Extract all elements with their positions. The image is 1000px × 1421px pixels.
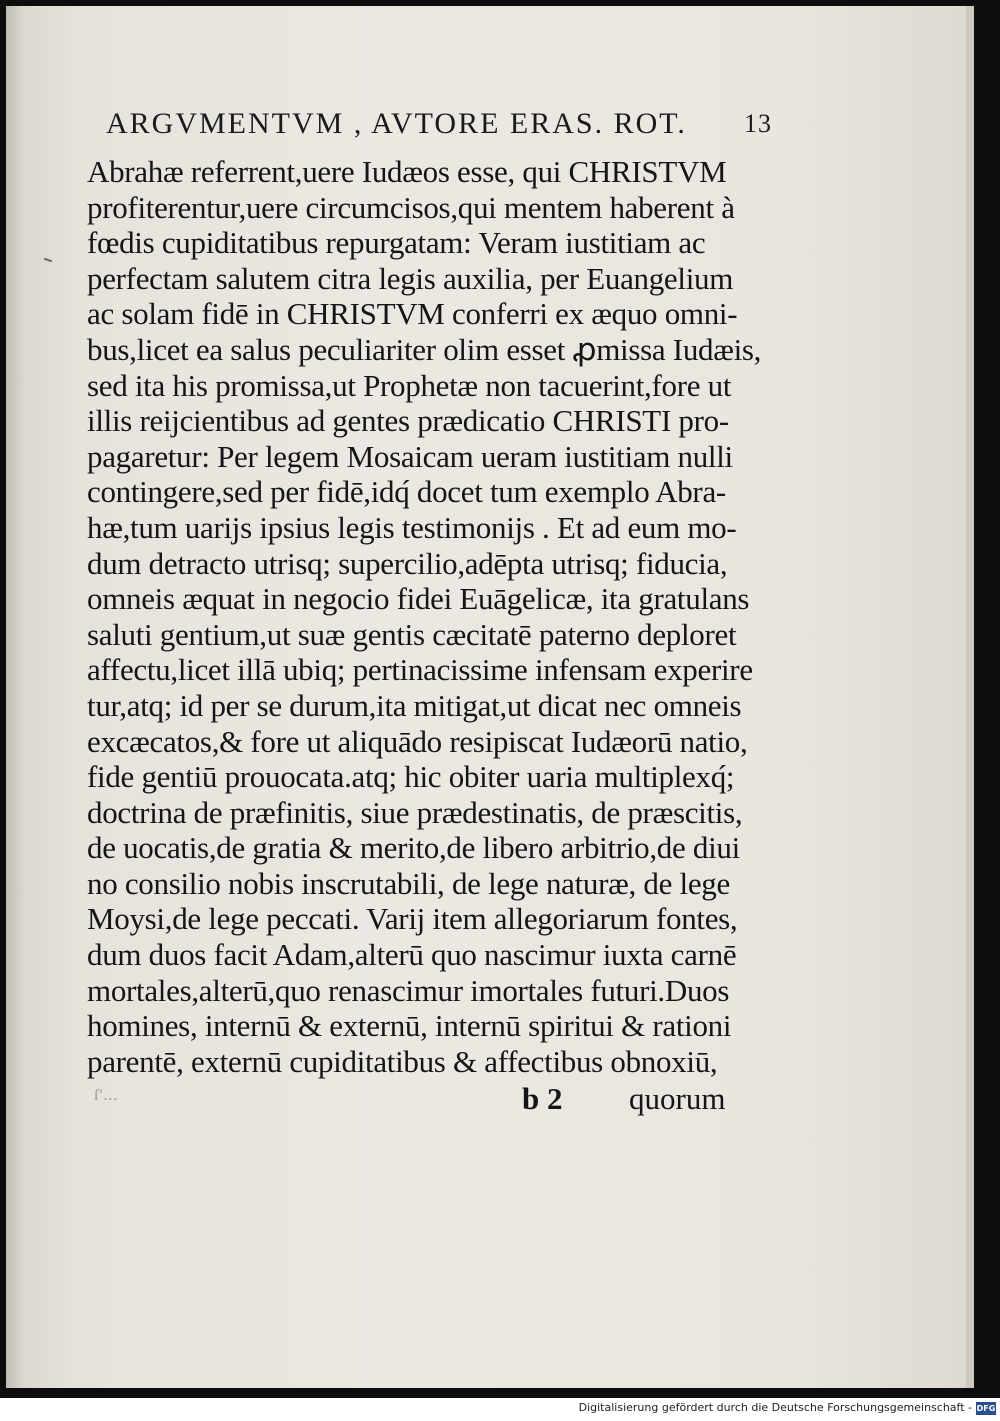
- text-line: fœdis cupiditatibus repurgatam: Veram iustitiam ac: [87, 225, 706, 261]
- funding-credit: Digitalisierung gefördert durch die Deutsche Forschungsgemeinschaft -: [578, 1401, 972, 1414]
- text-line: excæcatos,& fore ut aliquādo resipiscat Iudæorū natio,: [87, 723, 748, 759]
- text-line: no consilio nobis inscrutabili, de lege naturæ, de lege: [87, 865, 730, 901]
- text-line: dum duos facit Adam,alterū quo nascimur iuxta carnē: [87, 937, 737, 973]
- text-line: profiterentur,uere circumcisos,qui mentem haberent à: [87, 189, 735, 225]
- text-line: affectu,licet illā ubiq; pertinacissime infensam experire: [87, 652, 753, 688]
- text-line: pagaretur: Per legem Mosaicam ueram iustitiam nulli: [87, 438, 733, 474]
- text-line: saluti gentium,ut suæ gentis cæcitatē paterno deploret: [87, 616, 737, 652]
- text-line: parentē, externū cupiditatibus & affectibus obnoxiū,: [87, 1043, 718, 1079]
- text-line: tur,atq; id per se durum,ita mitigat,ut dicat nec omneis: [87, 687, 742, 723]
- ink-smudge: ſ'...: [94, 1087, 119, 1104]
- book-page: [6, 6, 974, 1388]
- text-line: bus,licet ea salus peculiariter olim esset ꝓmissa Iudæis,: [87, 331, 762, 367]
- page-footer-line: [94, 1081, 744, 1121]
- text-line: contingere,sed per fidē,idq́ docet tum exemplo Abra-: [87, 474, 726, 510]
- text-line: illis reijcientibus ad gentes prædicatio CHRISTI pro-: [87, 403, 729, 439]
- text-line: homines, internū & externū, internū spiritui & rationi: [87, 1008, 732, 1044]
- running-head: ARGVMENTVM , AVTORE ERAS. ROT.: [106, 107, 687, 140]
- gutter-shadow: [6, 6, 24, 1388]
- text-line: ac solam fidē in CHRISTVM conferri ex æquo omni-: [87, 296, 738, 332]
- text-line: dum detracto utrisq; supercilio,adēpta utrisq; fiducia,: [87, 545, 728, 581]
- text-line: fide gentiū prouocata.atq; hic obiter uaria multiplexq́;: [87, 759, 735, 795]
- digitization-footer: [0, 1398, 1000, 1421]
- text-line: mortales,alterū,quo renascimur imortales futuri.Duos: [87, 972, 730, 1008]
- text-line: de uocatis,de gratia & merito,de libero arbitrio,de diui: [87, 830, 740, 866]
- catchword: quorum: [629, 1081, 726, 1116]
- margin-mark: [44, 258, 52, 263]
- text-line: perfectam salutem citra legis auxilia, per Euangelium: [87, 260, 734, 296]
- signature-mark: b 2: [522, 1081, 563, 1116]
- text-line: sed ita his promissa,ut Prophetæ non tacuerint,fore ut: [87, 367, 732, 403]
- dfg-logo-icon: DFG: [976, 1404, 996, 1413]
- text-line: Moysi,de lege peccati. Varij item allegoriarum fontes,: [87, 901, 738, 937]
- body-text: [87, 154, 762, 1079]
- text-line: omneis æquat in negocio fidei Euāgelicæ, ita gratulans: [87, 581, 750, 617]
- text-line: hæ,tum uarijs ipsius legis testimonijs . Et ad eum mo-: [87, 509, 737, 545]
- text-line: doctrina de præfinitis, siue prædestinatis, de præscitis,: [87, 794, 743, 830]
- page-number: 13: [744, 109, 772, 138]
- page-header: [106, 107, 786, 147]
- text-line: Abrahæ referrent,uere Iudæos esse, qui CHRISTVM: [87, 154, 727, 189]
